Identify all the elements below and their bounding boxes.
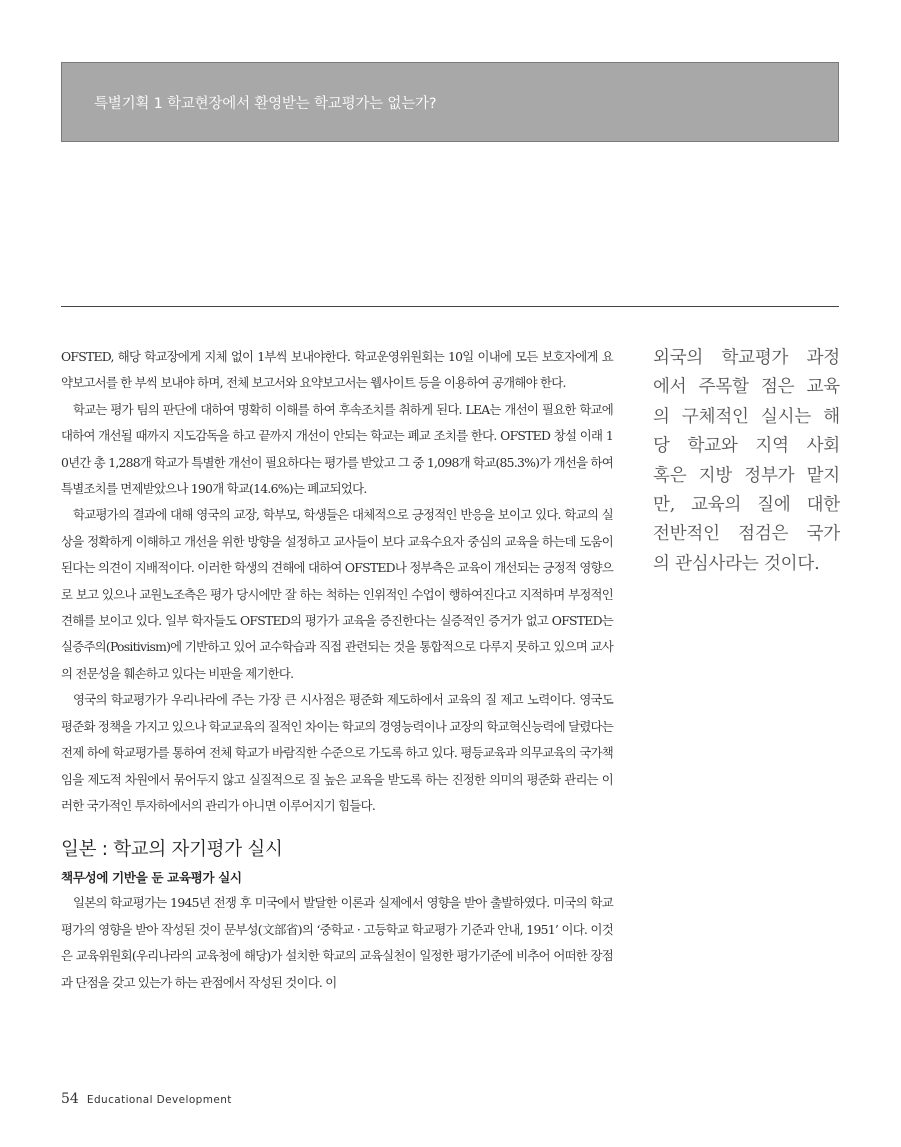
- header-banner: [61, 62, 839, 142]
- page-footer: [61, 1088, 232, 1107]
- pull-quote-line: 에서 주목할 점은 교육: [653, 377, 840, 398]
- pull-quote-line: 만, 교육의 질에 대한: [653, 495, 840, 516]
- pull-quote-line: 의 구체적인 실시는 해: [653, 406, 840, 427]
- pull-quote-line: 의 관심사라는 것이다.: [653, 553, 820, 574]
- pull-quote: [653, 344, 840, 579]
- body-paragraph: 영국의 학교평가가 우리나라에 주는 가장 큰 시사점은 평준화 제도하에서 교육의 질 제고 노력이다. 영국도 평준화 정책을 가지고 있으나 학교교육의 질적인 차이는 학교의 경영능력이나 교장의 학교혁신능력에 달렸다는 전제 하에 학교평가를 통하여 전체 학교가 바람직한 수준으로 가도록 하고 있다. 평등교육과 의무교육의 국가책임을 제도적 차원에서 묶어두지 않고 실질적으로 질 높은 교육을 받도록 하는 진정한 의미의 평준화 관리는 이러한 국가적인 투자하에서의 관리가 아니면 이루어지기 힘들다.: [61, 692, 613, 813]
- body-paragraph: OFSTED, 해당 학교장에게 지체 없이 1부씩 보내야한다. 학교운영위원회는 10일 이내에 모든 보호자에게 요약보고서를 한 부씩 보내야 하며, 전체 보고서와 요약보고서는 웹사이트 등을 이용하여 공개해야 한다.: [61, 349, 613, 391]
- pull-quote-line: 당 학교와 지역 사회: [653, 436, 840, 457]
- page-number: 54: [61, 1091, 79, 1107]
- section-title: 일본 : 학교의 자기평가 실시: [61, 839, 283, 861]
- pull-quote-line: 외국의 학교평가 과정: [653, 348, 840, 368]
- subsection-title: 책무성에 기반을 둔 교육평가 실시: [61, 870, 242, 886]
- horizontal-rule: [61, 306, 839, 307]
- body-paragraph: 학교평가의 결과에 대해 영국의 교장, 학부모, 학생들은 대체적으로 긍정적인 반응을 보이고 있다. 학교의 실상을 정확하게 이해하고 개선을 위한 방향을 설정하고 교사들이 보다 교육수요자 중심의 교육을 하는데 도움이 된다는 의견이 지배적이다. 이러한 학생의 견해에 대하여 OFSTED나 정부측은 교육이 개선되는 긍정적 영향으로 보고 있으나 교원노조측은 평가 당시에만 잘 하는 척하는 인위적인 수업이 행하여진다고 지적하며 부정적인 견해를 보이고 있다. 일부 학자들도 OFSTED의 평가가 교육을 증진한다는 실증적인 증거가 없고 OFSTED는 실증주의(Positivism)에 기반하고 있어 교수학습과 직접 관련되는 것을 통합적으로 다루지 못하고 있으며 교사의 전문성을 훼손하고 있다는 비판을 제기한다.: [61, 507, 613, 681]
- pull-quote-line: 혹은 지방 정부가 맡지: [653, 465, 840, 486]
- header-title: 특별기획 1 학교현장에서 환영받는 학교평가는 없는가?: [94, 96, 437, 112]
- publication-name: Educational Development: [86, 1094, 232, 1106]
- body-paragraph: 일본의 학교평가는 1945년 전쟁 후 미국에서 발달한 이론과 실제에서 영향을 받아 출발하였다. 미국의 학교평가의 영향을 받아 작성된 것이 문부성(文部省)의 ‘중학교 · 고등학교 학교평가 기준과 안내, 1951’ 이다. 이것은 교육위원회(우리나라의 교육청에 해당)가 설치한 학교의 교육실천이 일정한 평가기준에 비추어 어떠한 장점과 단점을 갖고 있는가 하는 관점에서 작성된 것이다. 이: [61, 895, 613, 990]
- article-body: [61, 344, 613, 996]
- body-paragraph: 학교는 평가 팀의 판단에 대하여 명확히 이해를 하여 후속조치를 취하게 된다. LEA는 개선이 필요한 학교에 대하여 개선될 때까지 지도감독을 하고 끝까지 개선이 안되는 학교는 폐교 조치를 한다. OFSTED 창설 이래 10년간 총 1,288개 학교가 특별한 개선이 필요하다는 평가를 받았고 그 중 1,098개 학교(85.3%)가 개선을 하여 특별조치를 면제받았으나 190개 학교(14.6%)는 폐교되었다.: [61, 401, 613, 497]
- pull-quote-line: 전반적인 점검은 국가: [653, 524, 840, 545]
